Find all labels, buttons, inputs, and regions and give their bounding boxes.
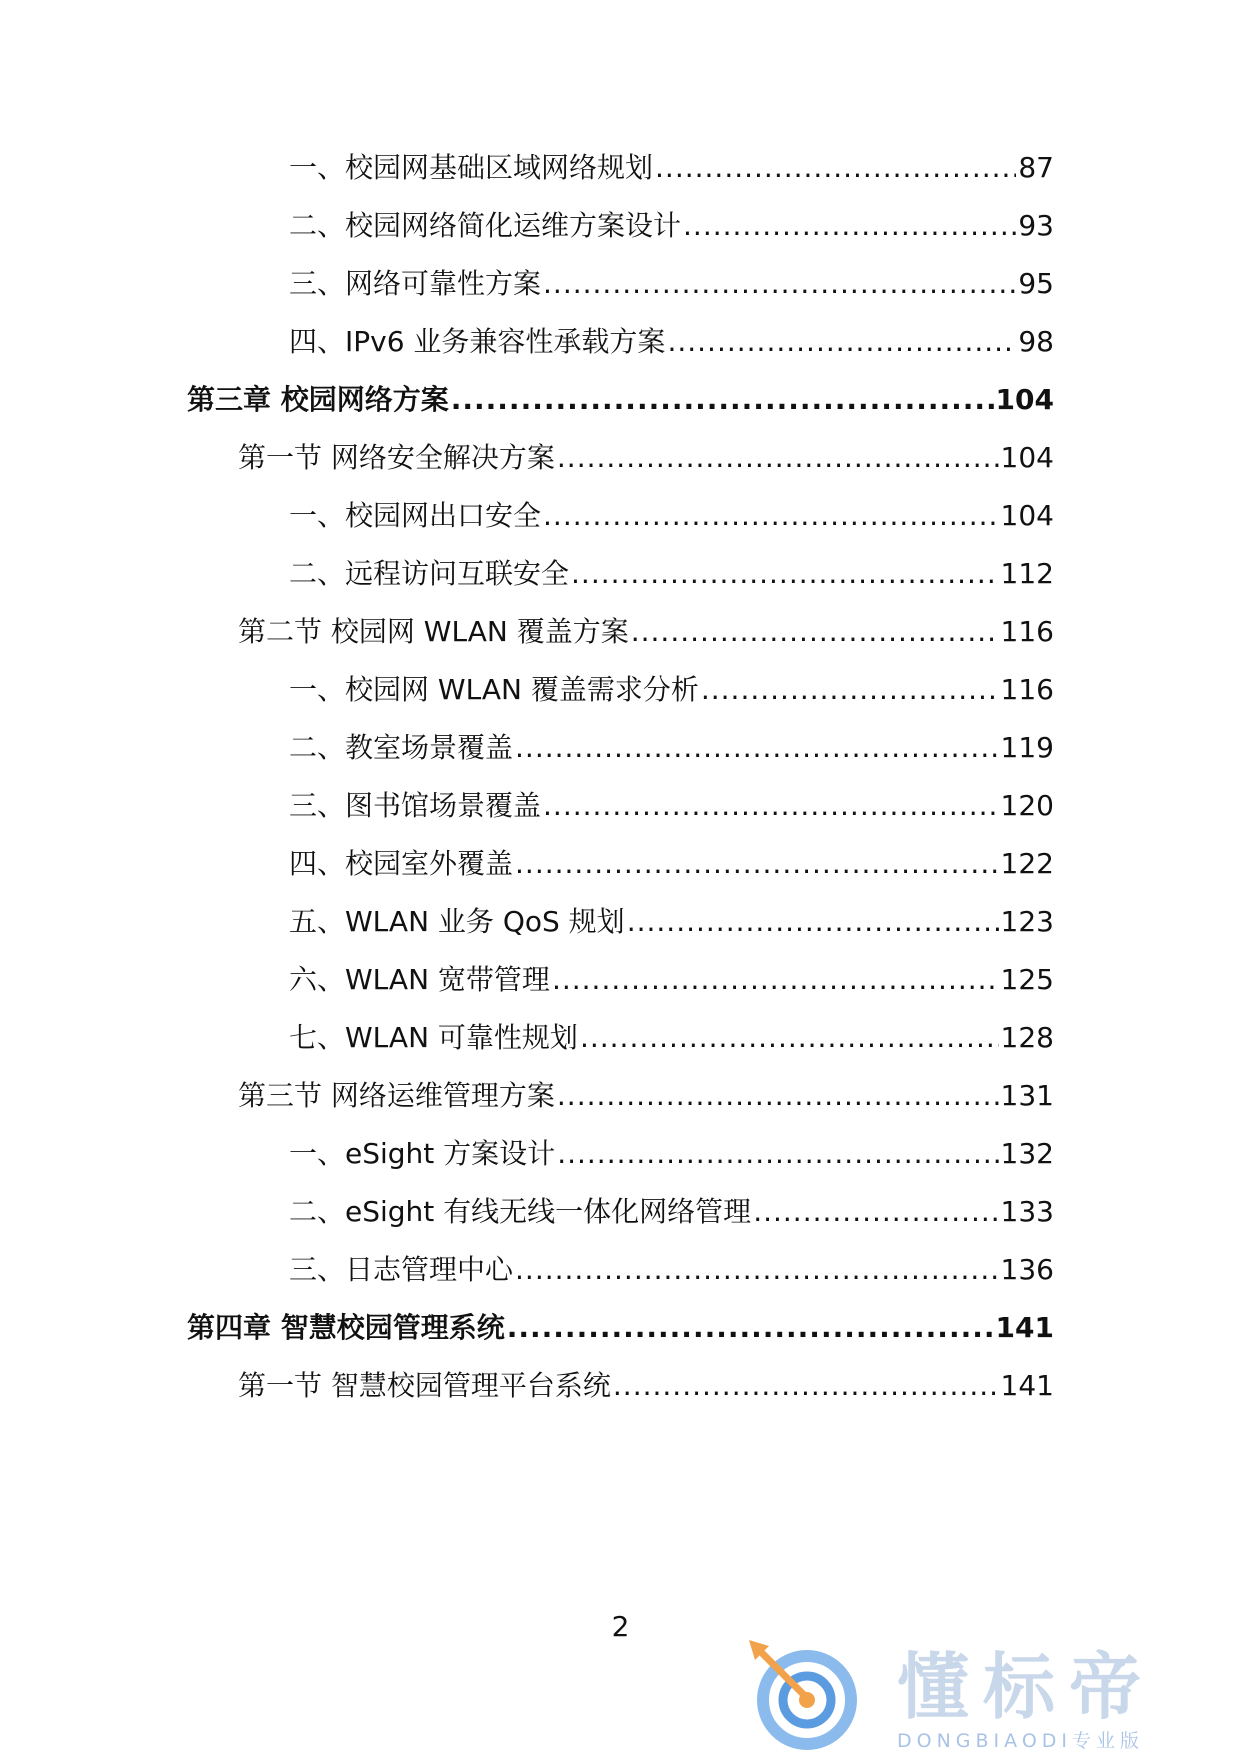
toc-entry-title: 二、远程访问互联安全: [289, 557, 570, 590]
toc-entry-page: 93: [1018, 209, 1054, 242]
toc-dot-leader: [753, 1192, 998, 1232]
toc-section-entry[interactable]: [238, 612, 1054, 652]
toc-entry-title: 二、校园网络简化运维方案设计: [289, 209, 682, 242]
toc-entry[interactable]: [289, 1018, 1054, 1058]
toc-entry-page: 120: [1000, 789, 1054, 822]
toc-entry-page: 122: [1000, 847, 1054, 880]
toc-entry-page: 112: [1000, 557, 1054, 590]
toc-entry[interactable]: [289, 1134, 1054, 1174]
toc-dot-leader: [631, 612, 999, 652]
toc-chapter-entry[interactable]: [187, 1308, 1054, 1348]
toc-entry[interactable]: [289, 1250, 1054, 1290]
toc-dot-leader: [667, 322, 1016, 362]
toc-dot-leader: [683, 206, 1016, 246]
toc-entry-title: 四、校园室外覆盖: [289, 847, 514, 880]
toc-entry-title: 第三章 校园网络方案: [187, 383, 449, 416]
toc-entry-page: 116: [1000, 615, 1054, 648]
toc-entry[interactable]: [289, 206, 1054, 246]
toc-entry-page: 141: [995, 1311, 1054, 1344]
toc-entry[interactable]: [289, 264, 1054, 304]
toc-entry-title: 二、eSight 有线无线一体化网络管理: [289, 1195, 752, 1228]
toc-entry-page: 136: [1000, 1253, 1054, 1286]
toc-entry-page: 132: [1000, 1137, 1054, 1170]
toc-entry-title: 一、校园网基础区域网络规划: [289, 151, 654, 184]
toc-entry[interactable]: [289, 902, 1054, 942]
target-arrow-icon: [745, 1638, 863, 1754]
toc-entry-title: 三、日志管理中心: [289, 1253, 514, 1286]
toc-entry-title: 第三节 网络运维管理方案: [238, 1079, 555, 1112]
toc-dot-leader: [515, 1250, 999, 1290]
watermark: [745, 1638, 1215, 1752]
toc-entry-page: 125: [1000, 963, 1054, 996]
toc-entry-page: 131: [1000, 1079, 1054, 1112]
toc-entry[interactable]: [289, 670, 1054, 710]
toc-entry-page: 98: [1018, 325, 1054, 358]
toc-entry-title: 三、网络可靠性方案: [289, 267, 542, 300]
toc-dot-leader: [701, 670, 999, 710]
toc-entry[interactable]: [289, 728, 1054, 768]
toc-dot-leader: [557, 1076, 999, 1116]
toc-dot-leader: [543, 264, 1016, 304]
toc-section-entry[interactable]: [238, 1366, 1054, 1406]
toc-entry-page: 116: [1000, 673, 1054, 706]
toc-entry[interactable]: [289, 786, 1054, 826]
toc-dot-leader: [515, 844, 999, 884]
watermark-brand-title: 懂标帝: [897, 1645, 1156, 1729]
toc-entry-page: 87: [1018, 151, 1054, 184]
toc-dot-leader: [557, 438, 999, 478]
toc-dot-leader: [580, 1018, 999, 1058]
toc-entry-title: 一、eSight 方案设计: [289, 1137, 556, 1170]
toc-dot-leader: [543, 786, 999, 826]
toc-entry[interactable]: [289, 1192, 1054, 1232]
toc-dot-leader: [655, 148, 1016, 188]
toc-entry-page: 104: [1000, 499, 1054, 532]
toc-entry-page: 123: [1000, 905, 1054, 938]
toc-entry[interactable]: [289, 844, 1054, 884]
toc-entry-page: 141: [1000, 1369, 1054, 1402]
toc-entry[interactable]: [289, 322, 1054, 362]
toc-entry-page: 133: [1000, 1195, 1054, 1228]
toc-entry-title: 三、图书馆场景覆盖: [289, 789, 542, 822]
toc-entry-title: 一、校园网出口安全: [289, 499, 542, 532]
toc-section-entry[interactable]: [238, 438, 1054, 478]
toc-entry-title: 第四章 智慧校园管理系统: [187, 1311, 505, 1344]
toc-entry-page: 119: [1000, 731, 1054, 764]
toc-entry-title: 第一节 智慧校园管理平台系统: [238, 1369, 611, 1402]
toc-entry[interactable]: [289, 496, 1054, 536]
toc-dot-leader: [515, 728, 999, 768]
toc-entry-page: 95: [1018, 267, 1054, 300]
toc-dot-leader: [571, 554, 999, 594]
toc-entry-title: 六、WLAN 宽带管理: [289, 963, 550, 996]
toc-entry[interactable]: [289, 148, 1054, 188]
toc-section-entry[interactable]: [238, 1076, 1054, 1116]
toc-chapter-entry[interactable]: [187, 380, 1054, 420]
toc-dot-leader: [451, 380, 994, 420]
toc-dot-leader: [552, 960, 999, 1000]
toc-entry-title: 四、IPv6 业务兼容性承载方案: [289, 325, 666, 358]
toc-dot-leader: [613, 1366, 999, 1406]
toc-entry[interactable]: [289, 960, 1054, 1000]
toc-dot-leader: [543, 496, 999, 536]
toc-entry-page: 104: [1000, 441, 1054, 474]
toc-entry-title: 二、教室场景覆盖: [289, 731, 514, 764]
toc-entry-title: 五、WLAN 业务 QoS 规划: [289, 905, 625, 938]
toc-entry-title: 一、校园网 WLAN 覆盖需求分析: [289, 673, 699, 706]
toc-dot-leader: [627, 902, 999, 942]
toc-dot-leader: [507, 1308, 994, 1348]
toc-entry-page: 128: [1000, 1021, 1054, 1054]
toc-entry-title: 第二节 校园网 WLAN 覆盖方案: [238, 615, 629, 648]
toc-entry-page: 104: [995, 383, 1054, 416]
toc-entry-title: 七、WLAN 可靠性规划: [289, 1021, 578, 1054]
toc-dot-leader: [557, 1134, 998, 1174]
toc-entry-title: 第一节 网络安全解决方案: [238, 441, 555, 474]
page-number: 2: [611, 1610, 630, 1643]
toc-entry[interactable]: [289, 554, 1054, 594]
watermark-brand-subtitle: DONGBIAODI专业版: [897, 1730, 1145, 1752]
